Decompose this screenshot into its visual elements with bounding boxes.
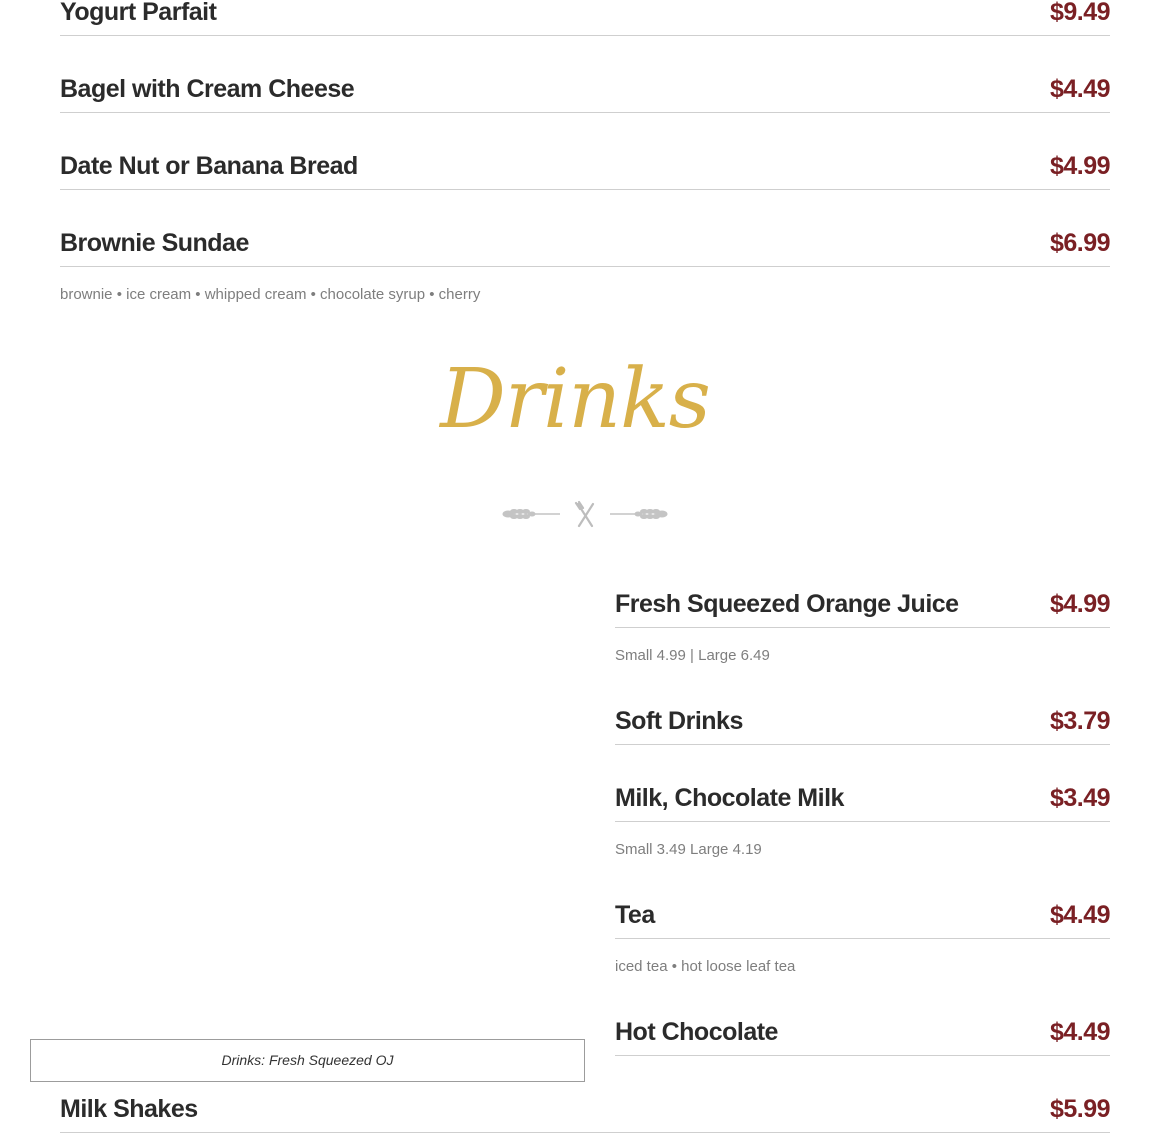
item-price: $9.49 — [1049, 0, 1110, 26]
item-description: Small 4.99 | Large 6.49 — [615, 647, 770, 664]
image-caption: Drinks: Fresh Squeezed OJ — [30, 1039, 585, 1082]
item-price: $4.99 — [1049, 152, 1110, 180]
item-name: Tea — [615, 901, 655, 929]
item-name: Milk Shakes — [60, 1095, 198, 1123]
item-price: $4.49 — [1049, 75, 1110, 103]
item-price: $4.49 — [1049, 1018, 1110, 1046]
item-name: Fresh Squeezed Orange Juice — [615, 590, 959, 618]
item-price: $4.99 — [1049, 590, 1110, 618]
item-name: Milk, Chocolate Milk — [615, 784, 844, 812]
item-name: Soft Drinks — [615, 707, 743, 735]
wheat-ornament-icon — [503, 510, 560, 519]
menu-item-milk — [615, 765, 1110, 822]
item-price: $4.49 — [1049, 901, 1110, 929]
menu-item-orange-juice — [615, 571, 1110, 628]
item-description: Small 3.49 Large 4.19 — [615, 841, 762, 858]
item-name: Hot Chocolate — [615, 1018, 778, 1046]
item-price: $5.99 — [1049, 1095, 1110, 1123]
section-title: Drinks — [440, 352, 710, 447]
menu-item-bagel — [60, 56, 1110, 113]
item-description: iced tea • hot loose leaf tea — [615, 958, 796, 975]
item-price: $3.79 — [1049, 707, 1110, 735]
item-name: Date Nut or Banana Bread — [60, 152, 358, 180]
section-divider — [500, 498, 670, 532]
fork-knife-icon — [576, 502, 593, 526]
menu-item-yogurt-parfait — [60, 0, 1110, 36]
item-description: brownie • ice cream • whipped cream • chocolate syrup • cherry — [60, 286, 481, 303]
menu-item-brownie-sundae — [60, 210, 1110, 267]
item-price: $6.99 — [1049, 229, 1110, 257]
wheat-ornament-icon — [610, 510, 667, 519]
menu-item-milk-shakes — [60, 1076, 1110, 1133]
item-name: Brownie Sundae — [60, 229, 249, 257]
menu-item-soft-drinks — [615, 688, 1110, 745]
item-price: $3.49 — [1049, 784, 1110, 812]
menu-item-date-nut-bread — [60, 133, 1110, 190]
menu-item-hot-chocolate — [615, 999, 1110, 1056]
menu-item-tea — [615, 882, 1110, 939]
item-name: Yogurt Parfait — [60, 0, 217, 26]
item-name: Bagel with Cream Cheese — [60, 75, 355, 103]
